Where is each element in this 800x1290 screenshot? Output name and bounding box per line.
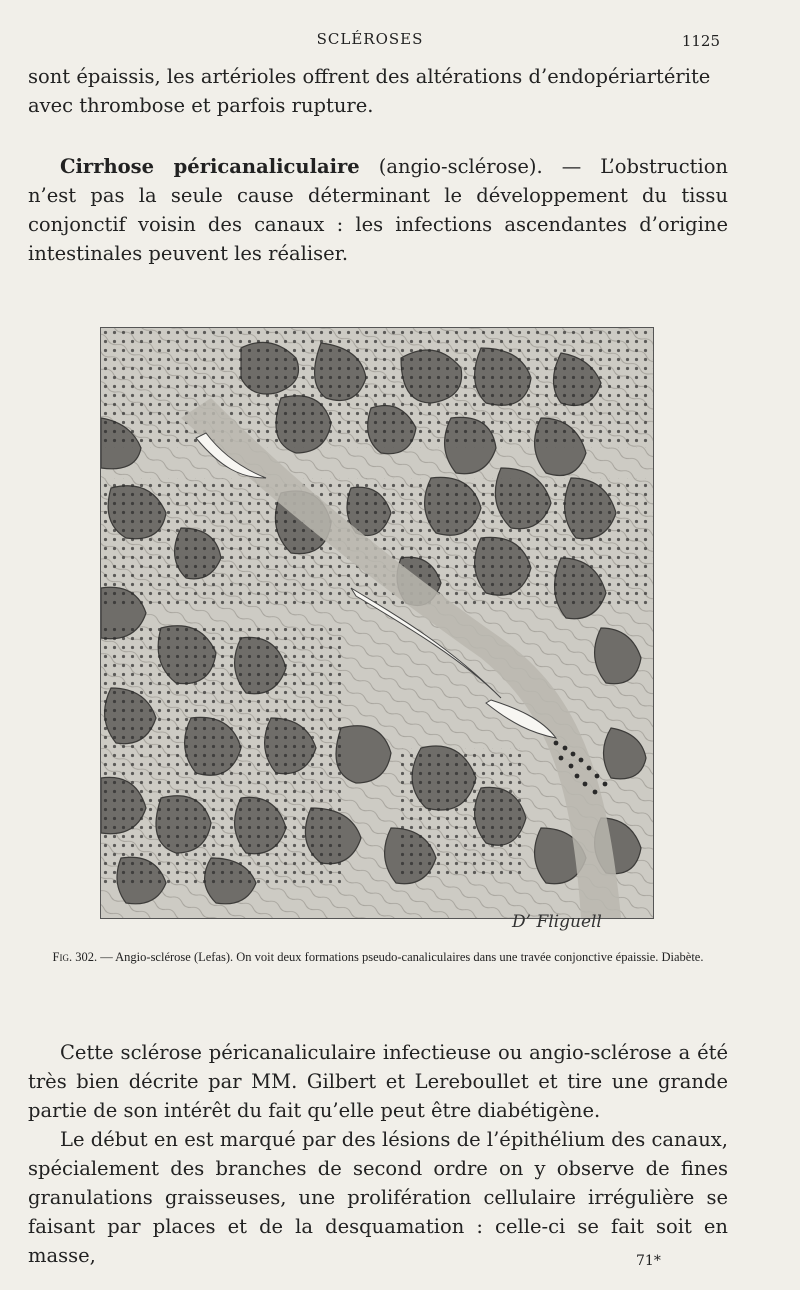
paragraph: Cette sclérose péricanaliculaire infectieuse ou angio-sclérose a été très bien décrite par MM. Gilbert et Lereboullet et tire une grande partie de son intérêt du fait qu’elle peut être diabétigène. (28, 1041, 728, 1122)
text-line: sont épaissis, les artérioles offrent des altérations d’endopériartérite (28, 65, 711, 88)
section-body: — L’obstruction n’est pas la seule cause déterminant le développement du tissu conjonctif voisin des canaux : les infections ascendantes d’origine intestinales peuvent les réaliser. (28, 155, 728, 265)
caption-label: Fig. 302. (52, 950, 98, 964)
section-subtitle: (angio-sclérose). (378, 155, 543, 178)
signature-mark: 71* (636, 1253, 661, 1269)
paragraph: Le début en est marqué par des lésions de l’épithélium des canaux, spécialement des branches de second ordre on y observe de fines granulations graisseuses, une prolifération cellulaire irrégulière se faisant par places et de la desquamation : celle-ci se fait soit en masse, (28, 1128, 728, 1267)
figure-caption (28, 949, 728, 966)
top-text (28, 62, 728, 120)
histology-illustration (101, 328, 653, 918)
body-text (28, 1038, 728, 1270)
section-paragraph (28, 152, 728, 268)
running-head (0, 30, 800, 50)
text-line: avec thrombose et parfois rupture. (28, 94, 374, 117)
illustrator-signature: D’ Fliguell (512, 912, 602, 932)
running-title: SCLÉROSES (316, 30, 424, 48)
page-number: 1125 (681, 32, 720, 50)
section-title: Cirrhose péricanaliculaire (60, 155, 360, 178)
histology-figure (100, 327, 654, 919)
caption-text: — Angio-sclérose (Lefas). On voit deux formations pseudo-canaliculaires dans une travée conjonctive épaissie. Diabète. (100, 950, 704, 964)
